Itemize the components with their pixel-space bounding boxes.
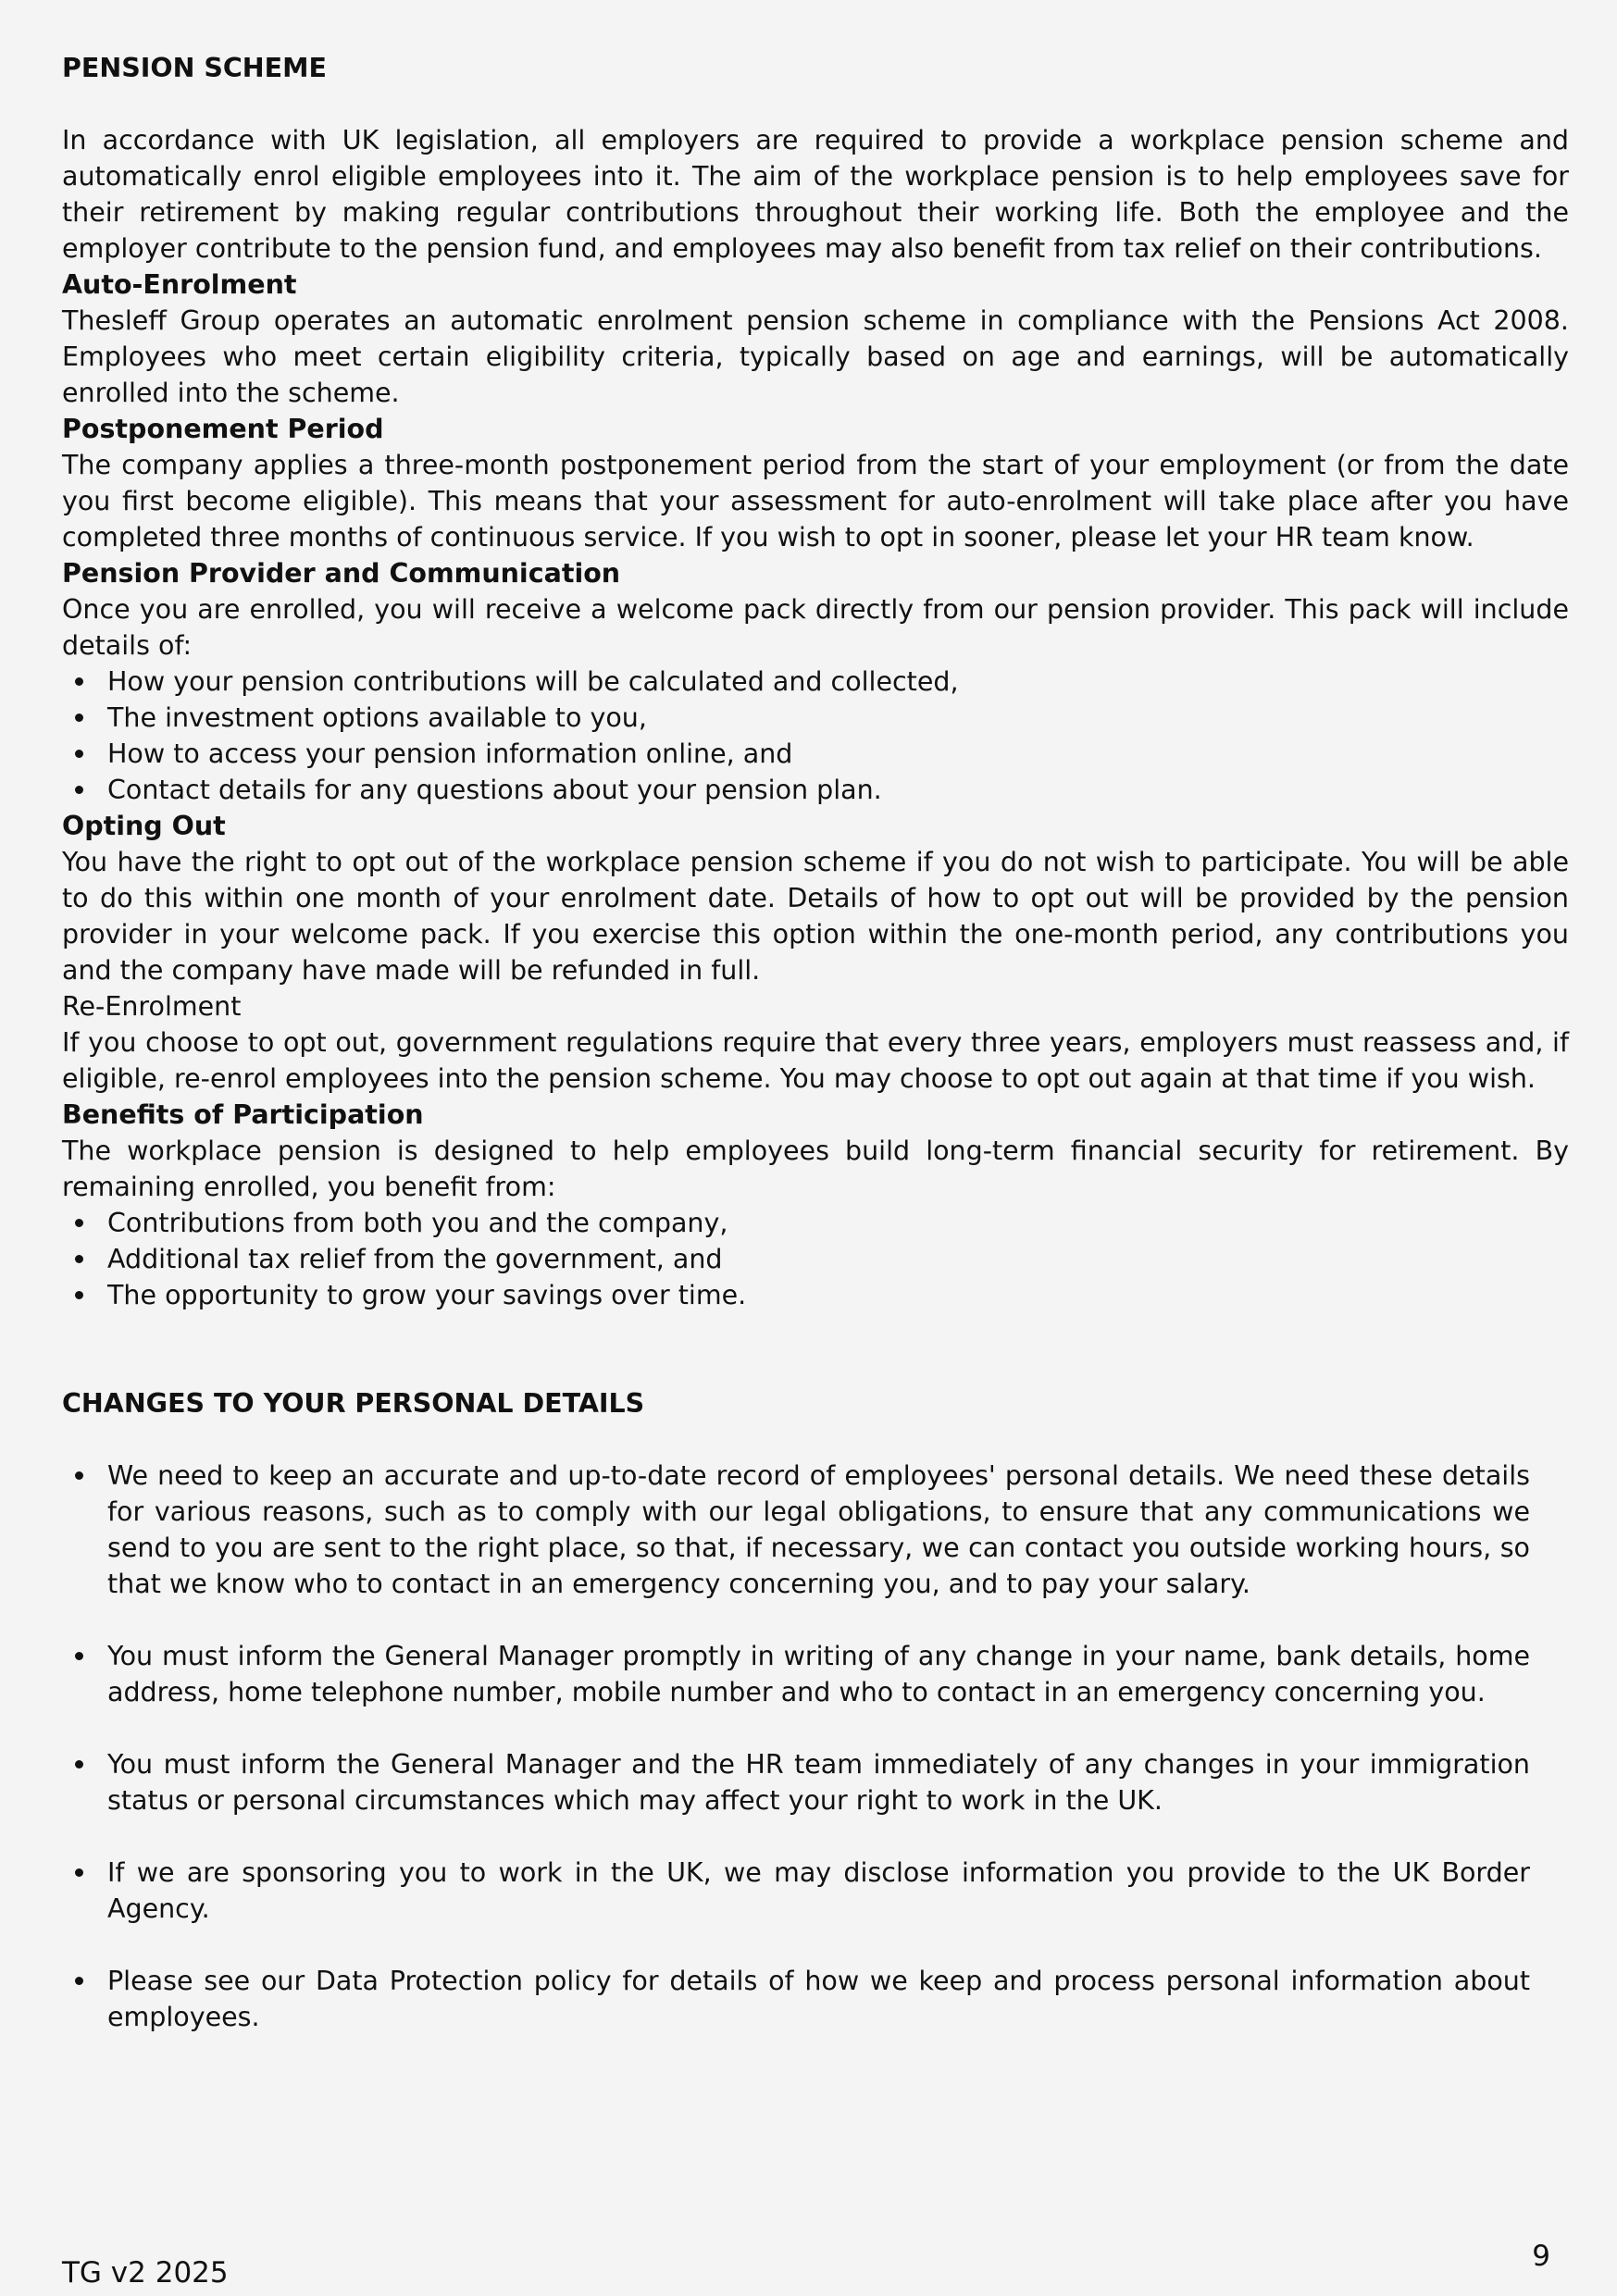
benefits-text: The workplace pension is designed to help employees build long-term financial security for retirement. By remaining enrolled, you benefit from:	[62, 1136, 1569, 1202]
postponement-heading: Postponement Period	[62, 414, 384, 444]
list-item	[62, 1638, 1530, 1710]
list-item	[62, 1855, 1530, 1927]
pension-section	[62, 50, 1569, 1313]
section-spacer	[62, 1313, 1569, 1385]
bullet-icon	[75, 1471, 83, 1480]
re-enrolment-text: If you choose to opt out, government regulations require that every three years, employers must reassess and, if eligible, re-enrol employees into the pension scheme. You may choose to opt out again at that time if you wish.	[62, 1027, 1569, 1094]
auto-enrolment-heading: Auto-Enrolment	[62, 269, 297, 300]
list-item-text: Additional tax relief from the government, and	[107, 1244, 723, 1274]
personal-details-section	[62, 1385, 1530, 2035]
bullet-icon	[75, 1760, 83, 1769]
list-item-text: You must inform the General Manager promptly in writing of any change in your name, bank details, home address, home telephone number, mobile number and who to contact in an emergency concerning you.	[107, 1641, 1530, 1707]
list-item-text: Contributions from both you and the company,	[107, 1208, 728, 1238]
benefits-heading: Benefits of Participation	[62, 1099, 424, 1130]
bullet-icon	[75, 677, 83, 686]
bullet-icon	[75, 1219, 83, 1227]
bullet-icon	[75, 786, 83, 794]
provider-heading: Pension Provider and Communication	[62, 558, 621, 589]
list-item-text: How to access your pension information online, and	[107, 738, 793, 769]
bullet-icon	[75, 714, 83, 722]
provider-text: Once you are enrolled, you will receive a welcome pack directly from our pension provider. This pack will include details of:	[62, 594, 1569, 661]
list-item	[62, 1241, 1569, 1277]
list-item	[62, 1205, 1569, 1241]
bullet-icon	[75, 1255, 83, 1263]
bullet-icon	[75, 1652, 83, 1660]
bullet-icon	[75, 1291, 83, 1299]
opting-out-heading: Opting Out	[62, 811, 226, 841]
list-item	[62, 736, 1569, 772]
bullet-icon	[75, 750, 83, 758]
list-item	[62, 1458, 1530, 1602]
list-item-text: The opportunity to grow your savings over time.	[107, 1280, 747, 1310]
postponement-text: The company applies a three-month postponement period from the start of your employment (or from the date you first become eligible). This means that your assessment for auto-enrolment will take place after you have completed three months of continuous service. If you wish to opt in sooner, please let your HR team know.	[62, 450, 1569, 552]
personal-details-title: CHANGES TO YOUR PERSONAL DETAILS	[62, 1388, 645, 1419]
page-number: 9	[1532, 2240, 1550, 2273]
list-item-text: How your pension contributions will be calculated and collected,	[107, 666, 959, 697]
list-item-text: We need to keep an accurate and up-to-date record of employees' personal details. We need these details for various reasons, such as to comply with our legal obligations, to ensure that any communications we send to you are sent to the right place, so that, if necessary, we can contact you outside working hours, so that we know who to contact in an emergency concerning you, and to pay your salary.	[107, 1460, 1530, 1599]
list-item-text: If we are sponsoring you to work in the UK, we may disclose information you provide to the UK Border Agency.	[107, 1857, 1530, 1924]
pension-intro: In accordance with UK legislation, all employers are required to provide a workplace pension scheme and automatically enrol eligible employees into it. The aim of the workplace pension is to help employees save for their retirement by making regular contributions throughout their working life. Both the employee and the employer contribute to the pension fund, and employees may also benefit from tax relief on their contributions.	[62, 125, 1569, 264]
list-item	[62, 664, 1569, 700]
re-enrolment-heading: Re-Enrolment	[62, 991, 242, 1022]
bullet-icon	[75, 1868, 83, 1877]
provider-list	[62, 664, 1569, 808]
list-item-text: You must inform the General Manager and the HR team immediately of any changes in your immigration status or personal circumstances which may affect your right to work in the UK.	[107, 1749, 1530, 1816]
list-item	[62, 700, 1569, 736]
list-item	[62, 1277, 1569, 1313]
benefits-list	[62, 1205, 1569, 1313]
list-item-text: The investment options available to you,	[107, 702, 647, 733]
footer-version: TG v2 2025	[62, 2256, 229, 2290]
bullet-icon	[75, 1977, 83, 1985]
list-item	[62, 1746, 1530, 1818]
pension-section-title: PENSION SCHEME	[62, 53, 327, 83]
opting-out-text: You have the right to opt out of the workplace pension scheme if you do not wish to participate. You will be able to do this within one month of your enrolment date. Details of how to opt out will be provided by the pension provider in your welcome pack. If you exercise this option within the one-month period, any contributions you and the company have made will be refunded in full.	[62, 847, 1569, 986]
list-item	[62, 772, 1569, 808]
personal-details-list	[62, 1458, 1530, 2035]
auto-enrolment-text: Thesleff Group operates an automatic enrolment pension scheme in compliance with the Pensions Act 2008. Employees who meet certain eligibility criteria, typically based on age and earnings, will be automatically enrolled into the scheme.	[62, 305, 1569, 408]
list-item-text: Contact details for any questions about your pension plan.	[107, 775, 882, 805]
list-item-text: Please see our Data Protection policy for details of how we keep and process personal information about employees.	[107, 1966, 1530, 2032]
document-page	[62, 50, 1569, 2035]
list-item	[62, 1963, 1530, 2035]
